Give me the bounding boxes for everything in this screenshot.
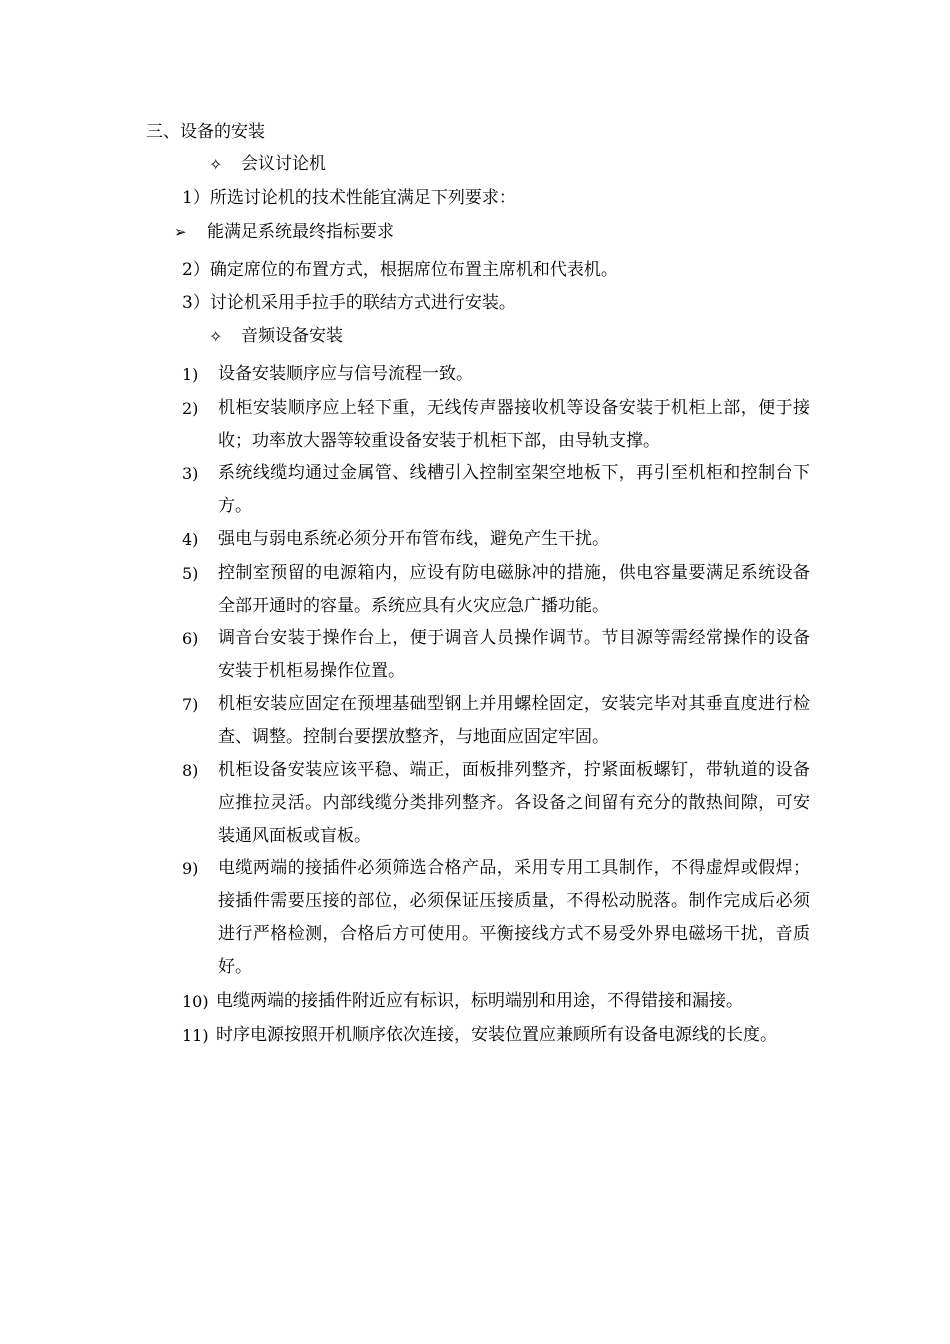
list-item-number: 3)	[182, 464, 199, 483]
list-item-number: 1)	[182, 365, 199, 384]
diamond-bullet-icon: ✧	[209, 327, 223, 346]
discussion-item-3: 3）讨论机采用手拉手的联结方式进行安装。	[182, 293, 516, 313]
list-item-text: 控制室预留的电源箱内，应设有防电磁脉冲的措施，供电容量要满足系统设备全部开通时的容量。系统应具有火灾应急广播功能。	[218, 563, 810, 616]
list-item-text: 时序电源按照开机顺序依次连接，安装位置应兼顾所有设备电源线的长度。	[216, 1025, 777, 1045]
list-item-text: 机柜安装顺序应上轻下重，无线传声器接收机等设备安装于机柜上部，便于接收；功率放大器等较重设备安装于机柜下部，由导轨支撑。	[218, 398, 810, 451]
list-item-number: 4)	[182, 530, 199, 549]
arrow-bullet-icon: ➢	[174, 223, 187, 241]
subsection-title-audio: 音频设备安装	[241, 326, 343, 346]
list-item-text: 强电与弱电系统必须分开布管布线，避免产生干扰。	[218, 529, 609, 549]
list-item-number: 11)	[182, 1026, 209, 1045]
list-item-text: 电缆两端的接插件附近应有标识，标明端别和用途，不得错接和漏接。	[216, 991, 743, 1011]
list-item-text: 调音台安装于操作台上，便于调音人员操作调节。节目源等需经常操作的设备安装于机柜易操作位置。	[218, 628, 810, 681]
list-item-text: 机柜安装应固定在预埋基础型钢上并用螺栓固定，安装完毕对其垂直度进行检查、调整。控制台要摆放整齐，与地面应固定牢固。	[218, 694, 810, 747]
list-item-text: 系统线缆均通过金属管、线槽引入控制室架空地板下，再引至机柜和控制台下方。	[218, 463, 810, 516]
discussion-item-1: 1）所选讨论机的技术性能宜满足下列要求：	[182, 188, 516, 208]
discussion-item-2: 2）确定席位的布置方式，根据席位布置主席机和代表机。	[182, 260, 618, 280]
list-item-number: 6)	[182, 629, 199, 648]
list-item-number: 5)	[182, 564, 199, 583]
discussion-bullet-text: 能满足系统最终指标要求	[207, 222, 394, 242]
list-item-number: 9)	[182, 859, 199, 878]
list-item-text: 设备安装顺序应与信号流程一致。	[218, 364, 473, 384]
list-item-number: 10)	[182, 992, 209, 1011]
diamond-bullet-icon: ✧	[209, 155, 223, 174]
list-item-number: 7)	[182, 695, 199, 714]
list-item-text: 机柜设备安装应该平稳、端正，面板排列整齐，拧紧面板螺钉，带轨道的设备应推拉灵活。内部线缆分类排列整齐。各设备之间留有充分的散热间隙，可安装通风面板或盲板。	[218, 760, 810, 846]
list-item-text: 电缆两端的接插件必须筛选合格产品，采用专用工具制作，不得虚焊或假焊；接插件需要压接的部位，必须保证压接质量，不得松动脱落。制作完成后必须进行严格检测，合格后方可使用。平衡接线方式不易受外界电磁场干扰，音质好。	[218, 858, 810, 977]
list-item-number: 2)	[182, 399, 199, 418]
list-item-number: 8)	[182, 761, 199, 780]
subsection-title-discussion: 会议讨论机	[241, 154, 326, 174]
section-heading: 三、设备的安装	[146, 122, 265, 142]
